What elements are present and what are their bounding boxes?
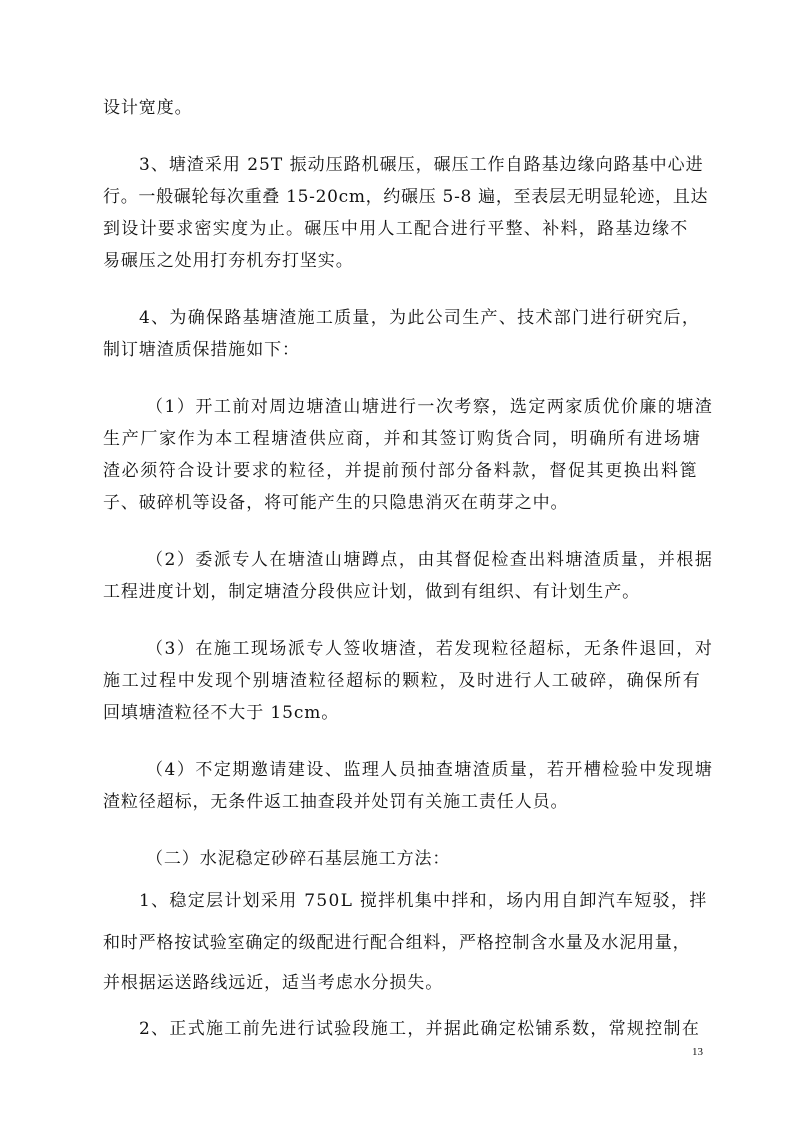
text-line: 3、塘渣采用 25T 振动压路机碾压，碾压工作自路基边缘向路基中心进 [139, 155, 704, 175]
text-line: 施工过程中发现个别塘渣粒径超标的颗粒，及时进行人工破碎，确保所有 [103, 671, 702, 691]
text-line: 生产厂家作为本工程塘渣供应商，并和其签订购货合同，明确所有进场塘 [103, 429, 702, 449]
text-line: 1、稳定层计划采用 750L 搅拌机集中拌和，场内用自卸汽车短驳，拌 [139, 891, 708, 911]
text-line: （2）委派专人在塘渣山塘蹲点，由其督促检查出料塘渣质量，并根据 [146, 550, 714, 570]
text-line: 易碾压之处用打夯机夯打坚实。 [103, 251, 354, 271]
text-line: 和时严格按试验室确定的级配进行配合组料，严格控制含水量及水泥用量， [103, 933, 691, 953]
text-line: 设计宽度。 [103, 98, 193, 118]
text-line: 2、正式施工前先进行试验段施工，并据此确定松铺系数，常规控制在 [139, 1019, 701, 1039]
text-line: 渣必须符合设计要求的粒径，并提前预付部分备料款，督促其更换出料篦 [103, 461, 699, 481]
page-number: 13 [692, 1046, 703, 1058]
text-line: 并根据运送路线远近，适当考虑水分损失。 [103, 973, 444, 993]
text-line: 4、为确保路基塘渣施工质量，为此公司生产、技术部门进行研究后， [139, 308, 701, 328]
text-line: 工程进度计划，制定塘渣分段供应计划，做到有组织、有计划生产。 [103, 582, 640, 602]
text-line: 制订塘渣质保措施如下： [103, 340, 300, 360]
text-line: 回填塘渣粒径不大于 15cm。 [103, 703, 340, 723]
text-line: 到设计要求密实度为止。碾压中用人工配合进行平整、补料，路基边缘不 [103, 219, 689, 239]
text-line: 行。一般碾轮每次重叠 15-20cm，约碾压 5-8 遍，至表层无明显轮迹，且达 [103, 187, 709, 207]
text-line: （4）不定期邀请建设、监理人员抽查塘渣质量，若开槽检验中发现塘 [146, 760, 714, 780]
section-heading: （二）水泥稳定砂碎石基层施工方法： [146, 849, 451, 869]
text-line: 渣粒径超标，无条件返工抽查段并处罚有关施工责任人员。 [103, 792, 569, 812]
text-line: （1）开工前对周边塘渣山塘进行一次考察，选定两家质优价廉的塘渣 [146, 397, 714, 417]
text-line: 子、破碎机等设备，将可能产生的只隐患消灭在萌芽之中。 [103, 493, 569, 513]
text-line: （3）在施工现场派专人签收塘渣，若发现粒径超标，无条件退回，对 [146, 639, 714, 659]
